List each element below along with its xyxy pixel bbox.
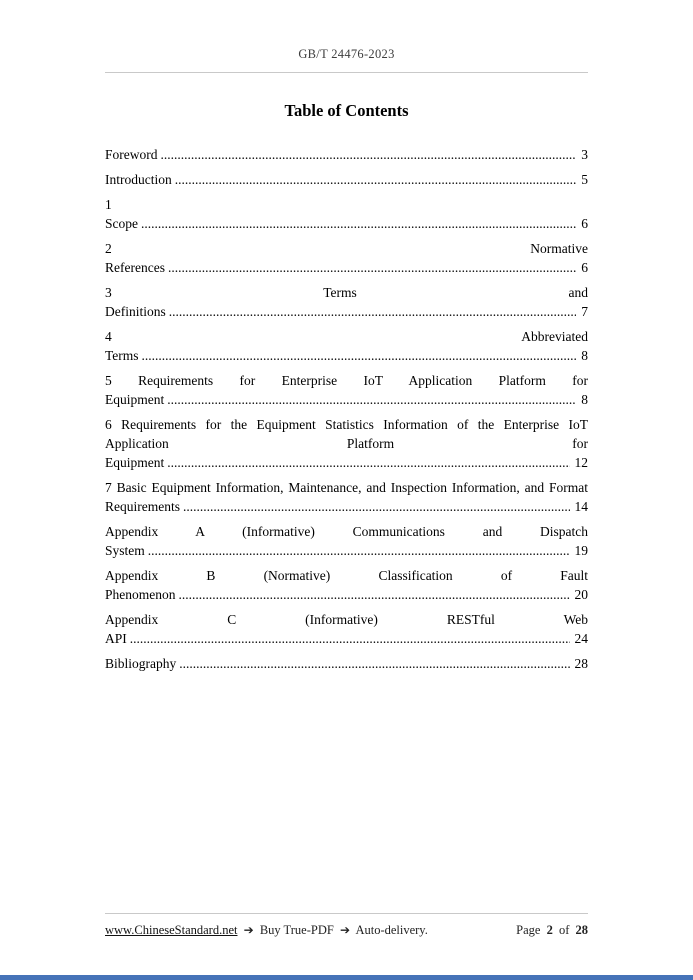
toc-entry — [105, 195, 588, 233]
toc-entry — [105, 566, 588, 604]
page-label: Page — [516, 923, 541, 937]
toc-entry — [105, 327, 588, 365]
toc-entry-label: 7 Basic Equipment Information, Maintenance, and Inspection Information, and Format Requirements ..... — [105, 480, 588, 514]
toc-entry-label: 6 Requirements for the Equipment Statistics Information of the Enterprise IoT Application Platform for Equipment ..... — [105, 417, 588, 470]
toc-entry-label: 2 Normative References ..... — [105, 241, 588, 275]
toc-entry — [105, 610, 588, 648]
footer-divider — [105, 913, 588, 914]
page-current: 2 — [546, 923, 553, 937]
doc-number: GB/T 24476-2023 — [298, 47, 395, 61]
toc-list — [105, 145, 588, 673]
toc-entry — [105, 415, 588, 472]
toc-entry-page: 5 — [576, 170, 588, 189]
toc-entry-label: Appendix A (Informative) Communications and Dispatch System ..... — [105, 524, 588, 558]
toc-entry-page: 12 — [570, 453, 589, 472]
toc-entry-label: 5 Requirements for Enterprise IoT Application Platform for Equipment ..... — [105, 373, 588, 407]
toc-section — [105, 73, 588, 673]
toc-entry-page: 6 — [576, 258, 588, 277]
toc-title: Table of Contents — [284, 101, 409, 120]
toc-entry-page: 7 — [576, 302, 588, 321]
toc-entry-label: 1 Scope ..... — [105, 197, 588, 231]
toc-entry-page: 24 — [570, 629, 589, 648]
toc-entry-label: Introduction ..... — [105, 172, 588, 187]
footer-row — [105, 923, 588, 938]
footer-info — [105, 923, 431, 938]
footer-site-link[interactable]: www.ChineseStandard.net — [105, 923, 238, 937]
toc-entry-label: Appendix B (Normative) Classification of Fault Phenomenon ..... — [105, 568, 588, 602]
footer-delivery-text: Auto-delivery. — [355, 923, 428, 937]
toc-entry-page: 19 — [570, 541, 589, 560]
toc-entry — [105, 371, 588, 409]
bottom-accent-bar — [0, 975, 693, 980]
toc-entry-label: 4 Abbreviated Terms ..... — [105, 329, 588, 363]
toc-entry-label: Appendix C (Informative) RESTful Web API ..... — [105, 612, 588, 646]
of-label: of — [558, 923, 570, 937]
toc-entry-page: 28 — [570, 654, 589, 673]
page-total: 28 — [575, 923, 588, 937]
toc-entry — [105, 478, 588, 516]
toc-entry-page: 20 — [570, 585, 589, 604]
toc-entry-label: Bibliography ..... — [105, 656, 588, 671]
toc-entry — [105, 283, 588, 321]
toc-entry — [105, 170, 588, 189]
arrow-right-icon: ➔ — [243, 923, 254, 937]
toc-entry-label: Foreword ..... — [105, 147, 588, 162]
page-indicator — [513, 923, 588, 938]
toc-entry — [105, 654, 588, 673]
footer-buy-text: Buy True-PDF — [259, 923, 334, 937]
toc-entry — [105, 145, 588, 164]
toc-entry-page: 14 — [570, 497, 589, 516]
arrow-right-icon: ➔ — [339, 923, 350, 937]
toc-entry — [105, 239, 588, 277]
toc-entry — [105, 522, 588, 560]
page-footer — [105, 913, 588, 938]
toc-entry-label: 3 Terms and Definitions ..... — [105, 285, 588, 319]
toc-entry-page: 3 — [576, 145, 588, 164]
toc-entry-page: 6 — [576, 214, 588, 233]
toc-entry-page: 8 — [576, 346, 588, 365]
toc-entry-page: 8 — [576, 390, 588, 409]
page-header — [105, 0, 588, 73]
